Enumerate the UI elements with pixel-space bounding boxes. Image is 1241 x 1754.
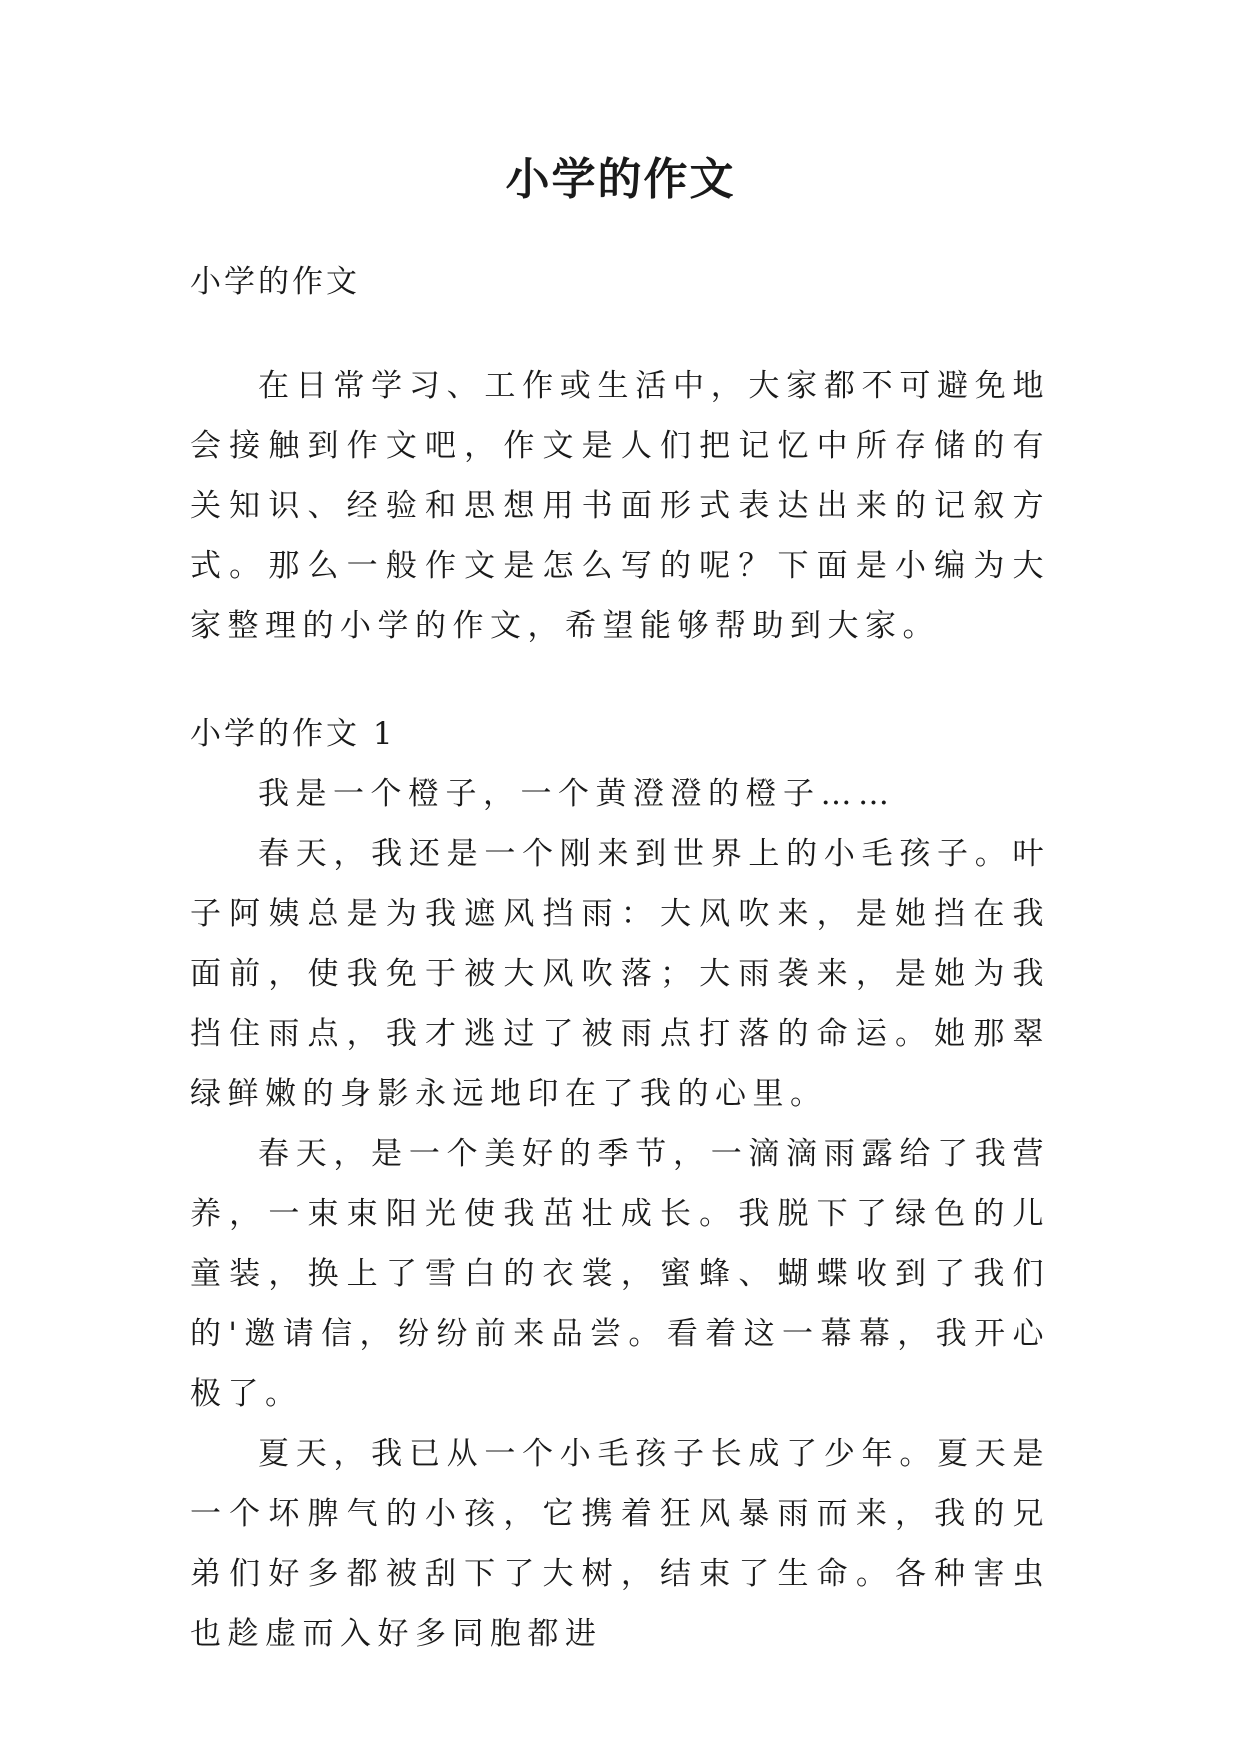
document-subtitle: 小学的作文 (190, 264, 360, 300)
intro-block (190, 356, 1050, 656)
essay-paragraph: 夏天，我已从一个小毛孩子长成了少年。夏天是一个坏脾气的小孩，它携着狂风暴雨而来，我的兄弟们好多都被刮下了大树，结束了生命。各种害虫也趁虚而入好多同胞都进 (190, 1436, 1050, 1652)
essay-paragraph: 我是一个橙子，一个黄澄澄的橙子…… (258, 776, 896, 812)
document-title: 小学的作文 (505, 154, 736, 205)
intro-paragraph: 在日常学习、工作或生活中，大家都不可避免地会接触到作文吧，作文是人们把记忆中所存储的有关知识、经验和思想用书面形式表达出来的记叙方式。那么一般作文是怎么写的呢？下面是小编为大家整理的小学的作文，希望能够帮助到大家。 (190, 368, 1050, 644)
essay-paragraph: 春天，是一个美好的季节，一滴滴雨露给了我营养，一束束阳光使我茁壮成长。我脱下了绿色的儿童装，换上了雪白的衣裳，蜜蜂、蝴蝶收到了我们的'邀请信，纷纷前来品尝。看着这一幕幕，我开心极了。 (190, 1136, 1050, 1412)
essay-paragraph: 春天，我还是一个刚来到世界上的小毛孩子。叶子阿姨总是为我遮风挡雨：大风吹来，是她挡在我面前，使我免于被大风吹落；大雨袭来，是她为我挡住雨点，我才逃过了被雨点打落的命运。她那翠绿鲜嫩的身影永远地印在了我的心里。 (190, 836, 1050, 1112)
essay-body (190, 764, 1050, 1664)
section-heading: 小学的作文 1 (190, 716, 396, 752)
